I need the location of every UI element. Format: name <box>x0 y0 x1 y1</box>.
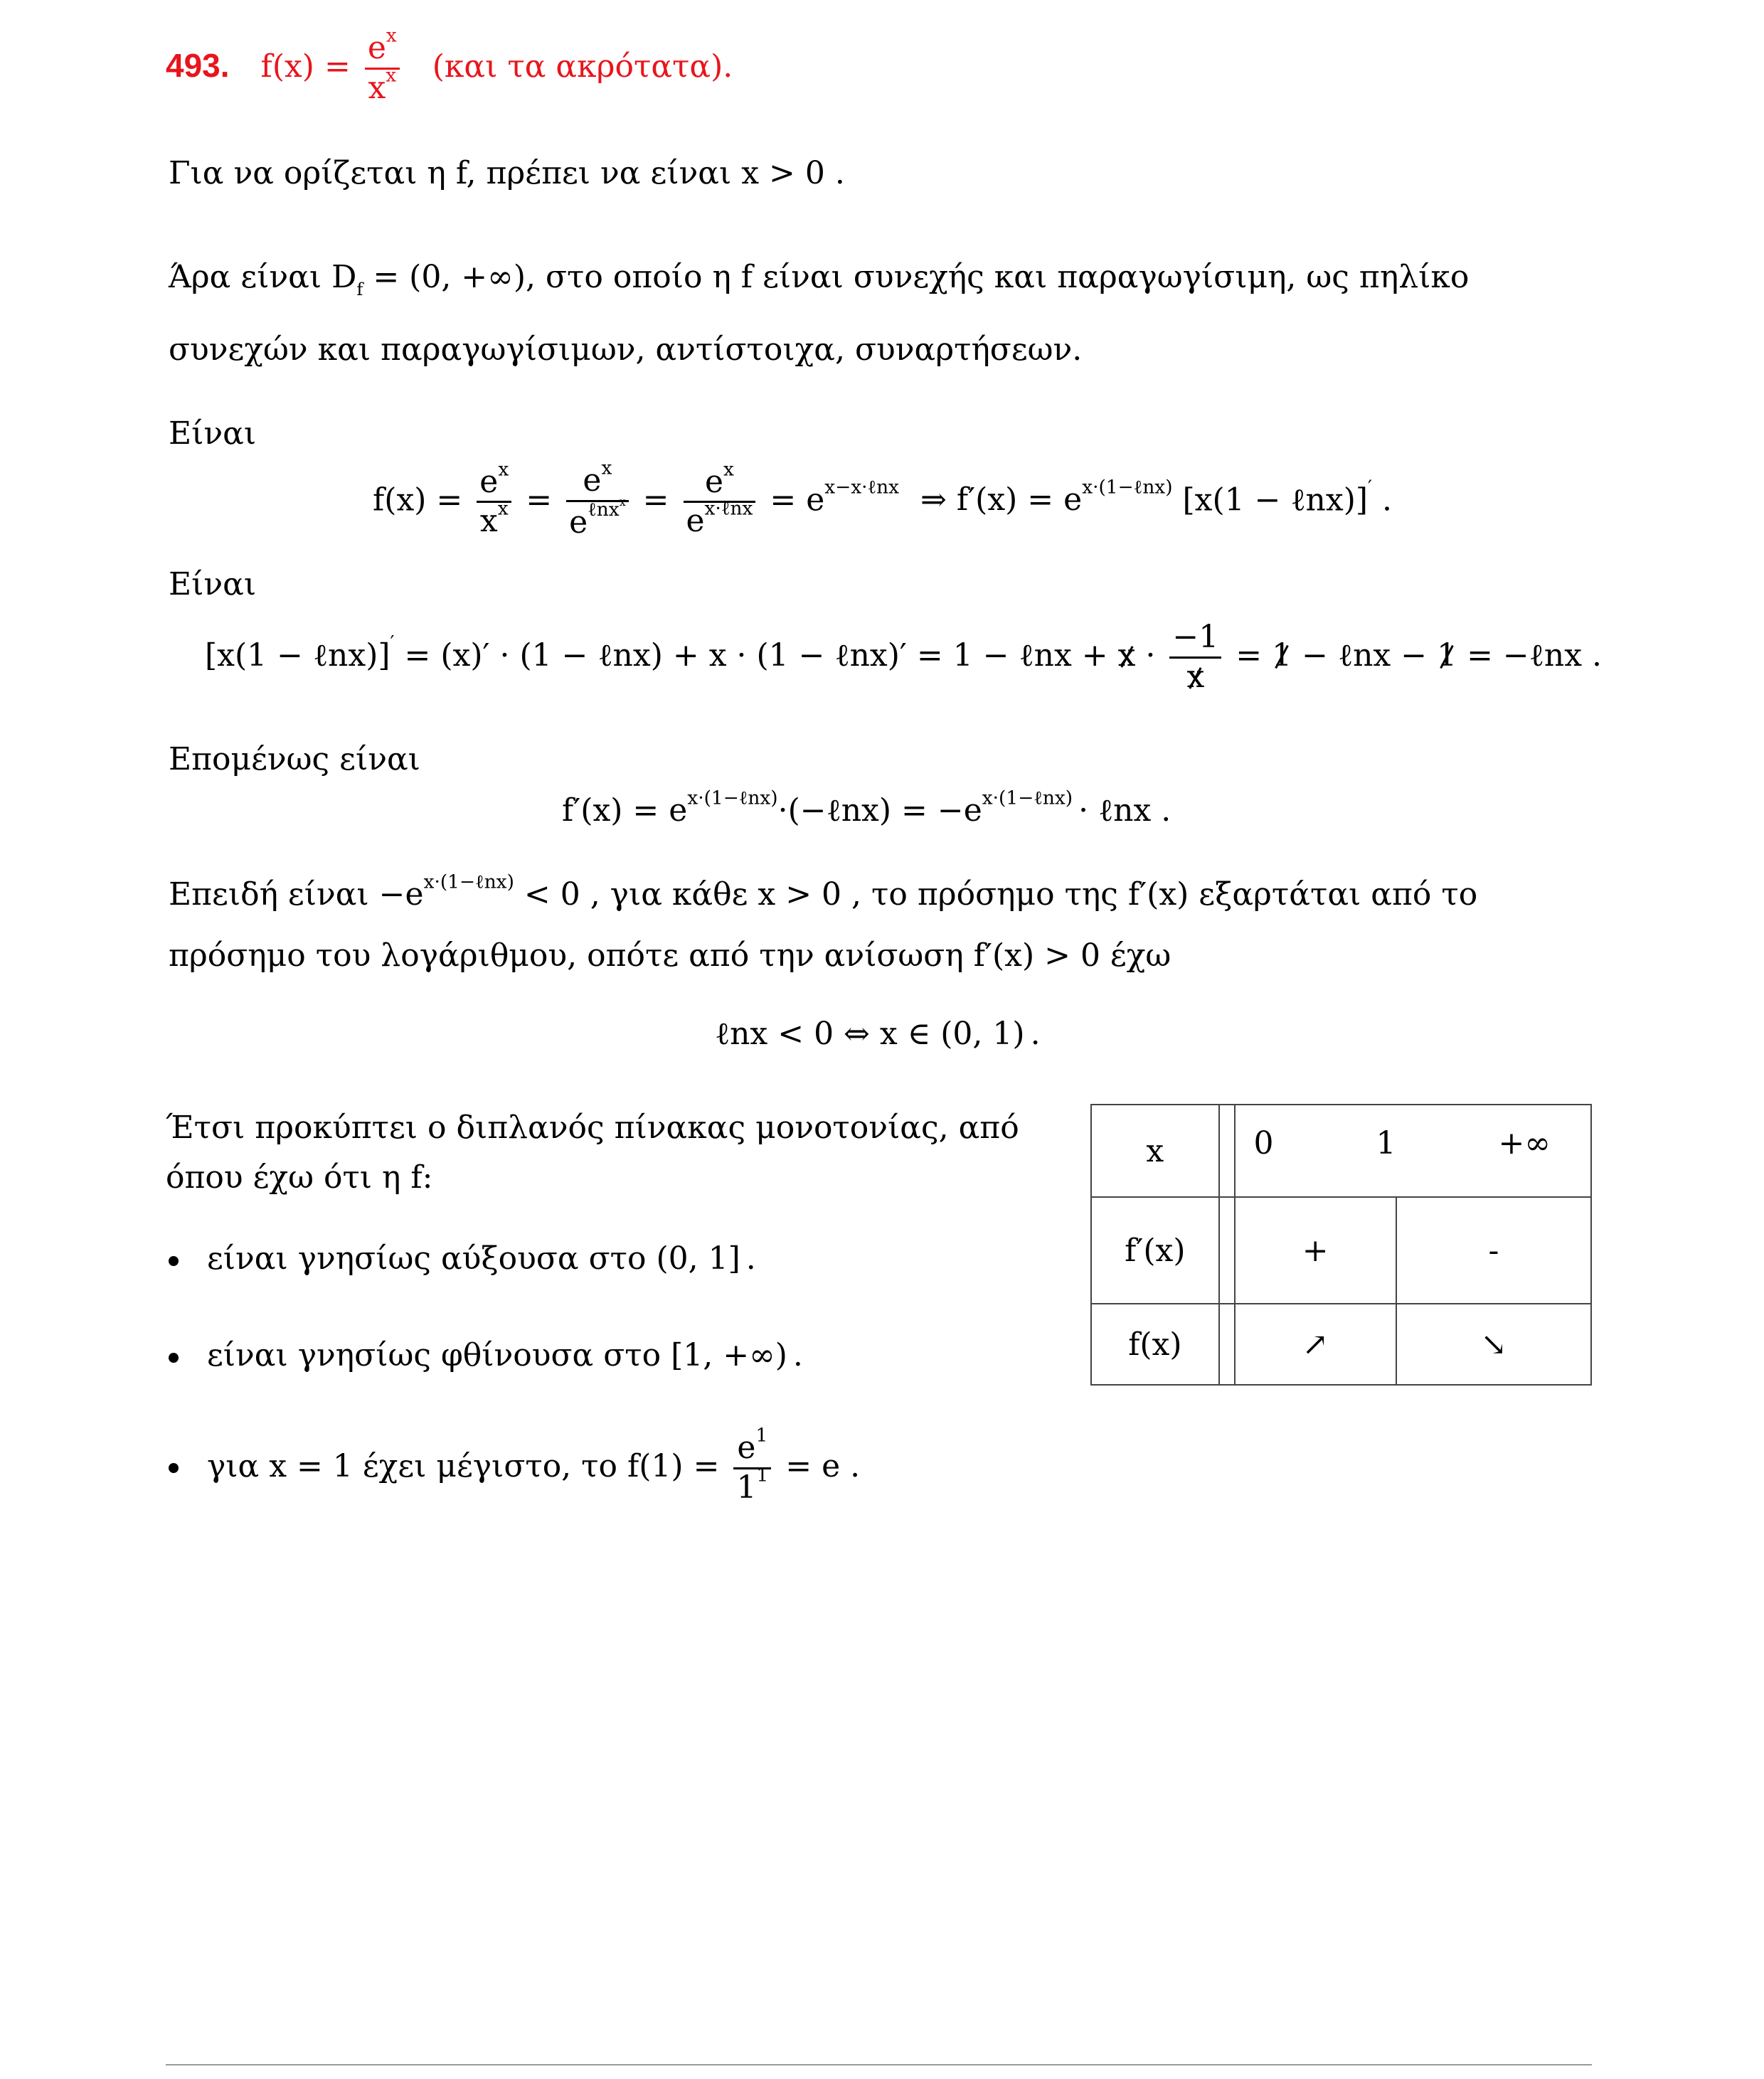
cancelled-x-den: x <box>1186 658 1205 695</box>
table-label-f: f(x) <box>1091 1304 1219 1385</box>
decreasing-arrow-icon: ↘ <box>1396 1304 1591 1385</box>
table-row-x <box>1091 1105 1591 1197</box>
increasing-arrow-icon: ↗ <box>1235 1304 1396 1385</box>
cancelled-one-a: 1 <box>1272 637 1292 674</box>
sign-argument-line2: πρόσημο του λογάριθμου, οπότε από την ανίσωση f′(x) > 0 έχω <box>169 937 1171 974</box>
domain-statement-line2: συνεχών και παραγωγίσιμων, αντίστοιχα, συναρτήσεων. <box>169 331 1083 368</box>
problem-number: 493. <box>166 46 230 84</box>
sign-argument: Επειδή $\varepsilon ί\nu\alpha\iota -e^{x\cdot(1-\ell nx)} < 0$ , για κάθε x > 0 , το πρόσημο της f′(x) εξαρτάται από το <box>169 871 1478 913</box>
derivative-equation-1: f(x) = $\frac{e^x}{x^x}$ = $\frac{e^x}{e^{\ell nx^x}}$ = $\frac{e^x}{e^{x\cdot\ell nx}}$ = $e^{x-x\cdot\ell nx}$ ⇒ $f'(x) = e^{x\cdot(1-\ell nx)}$ [x(1 − ℓnx)]′ . <box>373 457 1393 541</box>
table-x-values <box>1235 1105 1591 1197</box>
bullet-dot <box>169 1256 179 1266</box>
log-inequality: ℓnx < 0 ⇔ x ∈ (0, 1) . <box>715 1016 1041 1052</box>
domain-statement: Άρα είναι $D_f = (0$, +∞), στο οποίο η f είναι συνεχής και παραγωγίσιμη, ως πηλίκο <box>169 259 1470 299</box>
monotonicity-intro-line2: όπου έχω ότι η f: <box>166 1159 433 1196</box>
table-label-x: x <box>1091 1105 1219 1197</box>
x-value-0: 0 <box>1253 1125 1274 1161</box>
eina-label-2: Είναι <box>169 566 257 602</box>
problem-note: (και τα ακρότατα). <box>432 48 733 85</box>
problem-title <box>166 24 733 107</box>
cancelled-one-b: 1 <box>1437 637 1457 674</box>
eina-label-1: Είναι <box>169 415 257 452</box>
fprime-sign-2: - <box>1396 1197 1591 1304</box>
monotonicity-intro: Έτσι προκύπτει ο διπλανός πίνακας μονοτονίας, από <box>166 1110 1019 1146</box>
footer-divider <box>166 2064 1592 2065</box>
table-label-fprime: f′(x) <box>1091 1197 1219 1304</box>
bullet-increasing: είναι γνησίως αύξουσα στο (0, 1] . <box>169 1243 756 1275</box>
monotonicity-table <box>1090 1104 1592 1386</box>
table-spacer <box>1219 1304 1235 1385</box>
table-spacer <box>1219 1105 1235 1197</box>
domain-condition: Για να ορίζεται η f, πρέπει να είναι x > 0 . <box>169 155 845 191</box>
bullet-maximum: για x = 1 έχει μέγιστο, το f(1) = $\frac{e^1}{1^1}$ = e . <box>169 1430 860 1507</box>
bullet-decreasing: είναι γνησίως φθίνουσα στο [1, +∞) . <box>169 1340 803 1371</box>
epomenos-label: Επομένως είναι <box>169 741 420 777</box>
cancelled-x: x <box>1117 637 1136 674</box>
problem-lhs: f(x) = <box>260 48 351 85</box>
bullet-dot <box>169 1353 179 1363</box>
derivative-equation-3: $f'(x) = e^{x\cdot(1-\ell nx)}\cdot(-\ell nx) = -e^{x\cdot(1-\ell nx)}$ · ℓnx . <box>562 787 1171 829</box>
table-row-fprime <box>1091 1197 1591 1304</box>
fprime-sign-1: + <box>1235 1197 1396 1304</box>
table-row-f <box>1091 1304 1591 1385</box>
bullet-dot <box>169 1463 179 1473</box>
x-value-inf: +∞ <box>1498 1125 1551 1161</box>
derivative-equation-2: [x(1 − ℓnx)]′ = (x)′ · (1 − ℓnx) + x · (1 − ℓnx)′ = 1 − ℓnx + x · $\frac{-1}{x}$ = 1 − ℓnx − 1 = −ℓnx . <box>205 619 1602 695</box>
table-spacer <box>1219 1197 1235 1304</box>
problem-fraction: $\frac{e^x}{x^x}$ <box>365 30 400 107</box>
x-value-1: 1 <box>1376 1125 1396 1161</box>
